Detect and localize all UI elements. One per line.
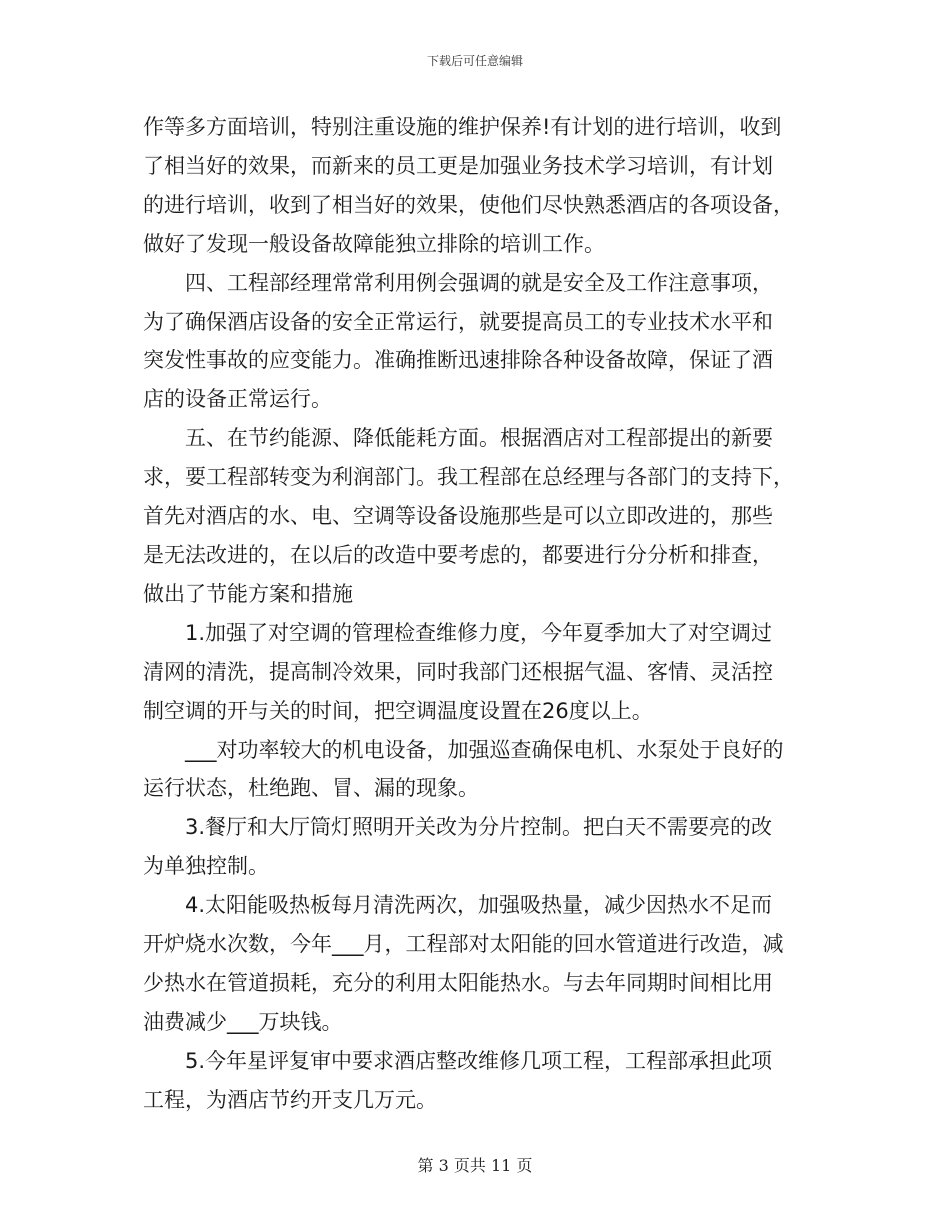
document-body [143, 108, 808, 1120]
body-line: 做出了节能方案和措施 [143, 581, 353, 606]
body-line: 首先对酒店的水、电、空调等设备设施那些是可以立即改进的，那些 [143, 504, 773, 529]
body-line: 制空调的开与关的时间，把空调温度设置在26度以上。 [143, 698, 653, 723]
page-header-note: 下载后可任意编辑 [426, 54, 523, 68]
body-line: 突发性事故的应变能力。准确推断迅速排除各种设备故障，保证了酒 [143, 348, 773, 373]
body-line: 清网的清洗，提高制冷效果，同时我部门还根据气温、客情、灵活控 [143, 659, 773, 684]
body-line: 运行状态，杜绝跑、冒、漏的现象。 [143, 776, 479, 801]
body-line: 作等多方面培训，特别注重设施的维护保养!有计划的进行培训，收到 [143, 115, 782, 139]
body-line: 了相当好的效果，而新来的员工更是加强业务技术学习培训，有计划 [143, 153, 773, 178]
body-line: 求，要工程部转变为利润部门。我工程部在总经理与各部门的支持下， [143, 465, 794, 490]
body-line: 为了确保酒店设备的安全正常运行，就要提高员工的专业技术水平和 [143, 309, 773, 334]
body-line: 的进行培训，收到了相当好的效果，使他们尽快熟悉酒店的各项设备， [143, 192, 794, 217]
body-line: 开炉烧水次数，今年___月，工程部对太阳能的回水管道进行改造，减 [143, 932, 784, 957]
body-line: 为单独控制。 [143, 854, 269, 879]
body-line: 工程，为酒店节约开支几万元。 [143, 1087, 437, 1112]
body-line: 4.太阳能吸热板每月清洗两次，加强吸热量，减少因热水不足而 [143, 893, 773, 918]
page-number: 第 3 页共 11 页 [417, 1156, 533, 1175]
body-line: 油费减少___万块钱。 [143, 1009, 343, 1034]
body-line: 少热水在管道损耗，充分的利用太阳能热水。与去年同期时间相比用 [143, 970, 773, 995]
body-line: 店的设备正常运行。 [143, 387, 332, 412]
body-line: 1.加强了对空调的管理检查维修力度，今年夏季加大了对空调过 [143, 620, 773, 645]
body-line: ___对功率较大的机电设备，加强巡查确保电机、水泵处于良好的 [143, 737, 784, 762]
body-line: 五、在节约能源、降低能耗方面。根据酒店对工程部提出的新要 [143, 426, 773, 451]
body-line: 做好了发现一般设备故障能独立排除的培训工作。 [143, 231, 605, 256]
body-line: 5.今年星评复审中要求酒店整改维修几项工程，工程部承担此项 [143, 1048, 773, 1073]
body-line: 是无法改进的，在以后的改造中要考虑的，都要进行分分析和排查， [143, 542, 773, 567]
body-line: 3.餐厅和大厅筒灯照明开关改为分片控制。把白天不需要亮的改 [143, 815, 773, 840]
body-line: 四、工程部经理常常利用例会强调的就是安全及工作注意事项， [143, 270, 773, 295]
